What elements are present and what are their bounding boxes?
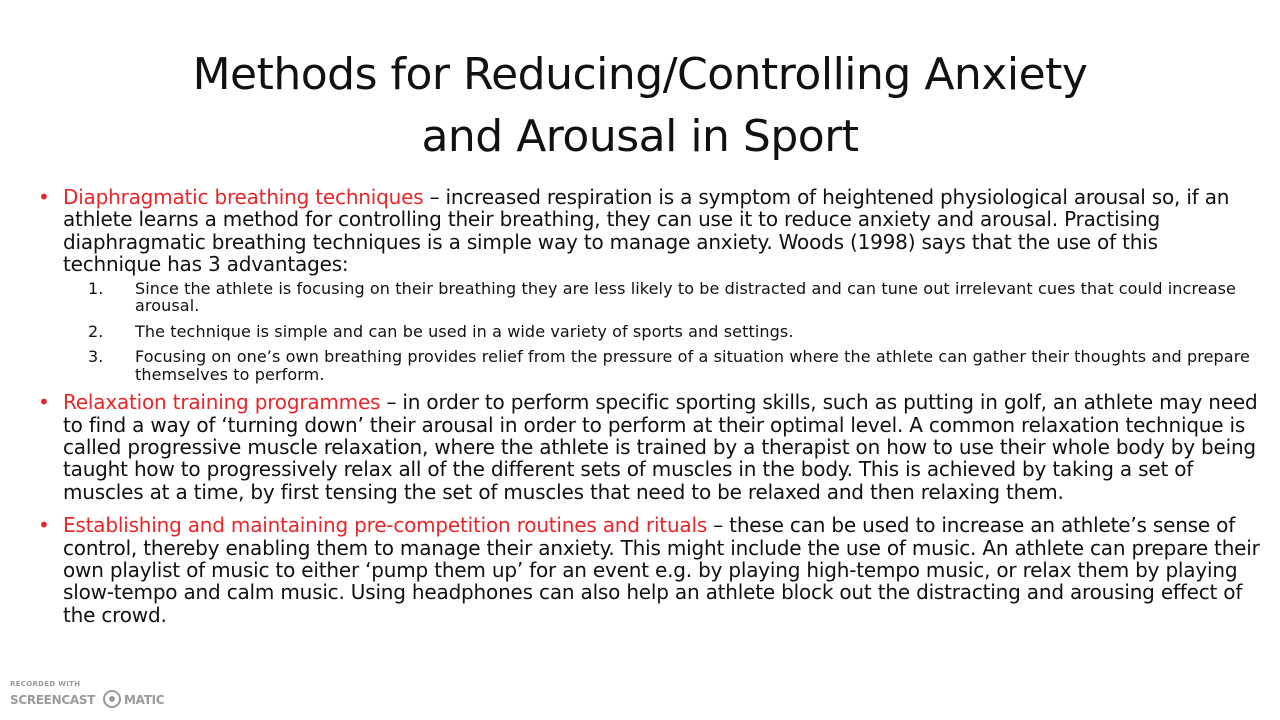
watermark-left-text: SCREENCAST xyxy=(10,693,96,707)
list-item xyxy=(63,323,1260,341)
list-number: 1. xyxy=(88,278,104,298)
list-item-text: Since the athlete is focusing on their breathing they are less likely to be distracted and can tune out irrelevant cues that could increase arousal. xyxy=(135,278,1237,316)
bullet-term: Establishing and maintaining pre-competition routines and rituals xyxy=(63,513,708,538)
bullet-dot-icon: • xyxy=(38,513,50,538)
bullet-dot-icon: • xyxy=(38,390,50,415)
list-item-text: The technique is simple and can be used in a wide variety of sports and settings. xyxy=(135,321,794,341)
list-number: 3. xyxy=(88,347,104,367)
watermark-top-text: RECORDED WITH xyxy=(10,680,81,688)
bullet-term: Diaphragmatic breathing techniques xyxy=(63,185,424,209)
list-item xyxy=(63,348,1260,383)
list-item-text: Focusing on one’s own breathing provides relief from the pressure of a situation where the athlete can gather their thoughts and prepare themselves to perform. xyxy=(135,347,1250,384)
bullet-text: – increased respiration is a symptom of heightened physiological arousal so, if an athlete learns a method for controlling their breathing, they can use it to reduce anxiety and arousal. Practising diaphragmatic breathing techniques is a simple way to manage anxiety. Woods (1998) says that the use of this technique has 3 advantages: xyxy=(63,185,1230,277)
watermark-right-text: MATIC xyxy=(124,693,165,707)
bullet-text: – these can be used to increase an athlete’s sense of control, thereby enabling them to manage their anxiety. This might include the use of music. An athlete can prepare their own playlist of music to either ‘pump them up’ for an event e.g. by playing high-tempo music, or relax them by playing slow-tempo and calm music. Using headphones can also help an athlete block out the distracting and arousing effect of the crowd. xyxy=(63,513,1260,627)
bullet-relaxation-training xyxy=(38,391,1260,503)
bullet-text: – in order to perform specific sporting skills, such as putting in golf, an athlete may need to find a way of ‘turning down’ their arousal in order to perform at their optimal level. A common relaxation technique is called progressive muscle relaxation, where the athlete is trained by a therapist on how to use their whole body by being taught how to progressively relax all of the different sets of muscles in the body. This is achieved by taking a set of muscles at a time, by first tensing the set of muscles that need to be relaxed and then relaxing them. xyxy=(63,390,1258,504)
list-item xyxy=(63,280,1260,315)
bullet-list xyxy=(38,186,1260,626)
list-number: 2. xyxy=(88,321,104,341)
title-line-2: and Arousal in Sport xyxy=(421,111,859,162)
bullet-term: Relaxation training programmes xyxy=(63,390,381,415)
screencast-watermark xyxy=(10,680,165,714)
bullet-diaphragmatic-breathing xyxy=(38,186,1260,383)
bullet-dot-icon: • xyxy=(38,185,50,209)
bullet-pre-competition-routines xyxy=(38,514,1260,626)
advantages-list xyxy=(63,280,1260,384)
slide-title xyxy=(0,44,1280,168)
screencast-logo-icon xyxy=(103,690,121,708)
title-line-1: Methods for Reducing/Controlling Anxiety xyxy=(192,49,1088,100)
